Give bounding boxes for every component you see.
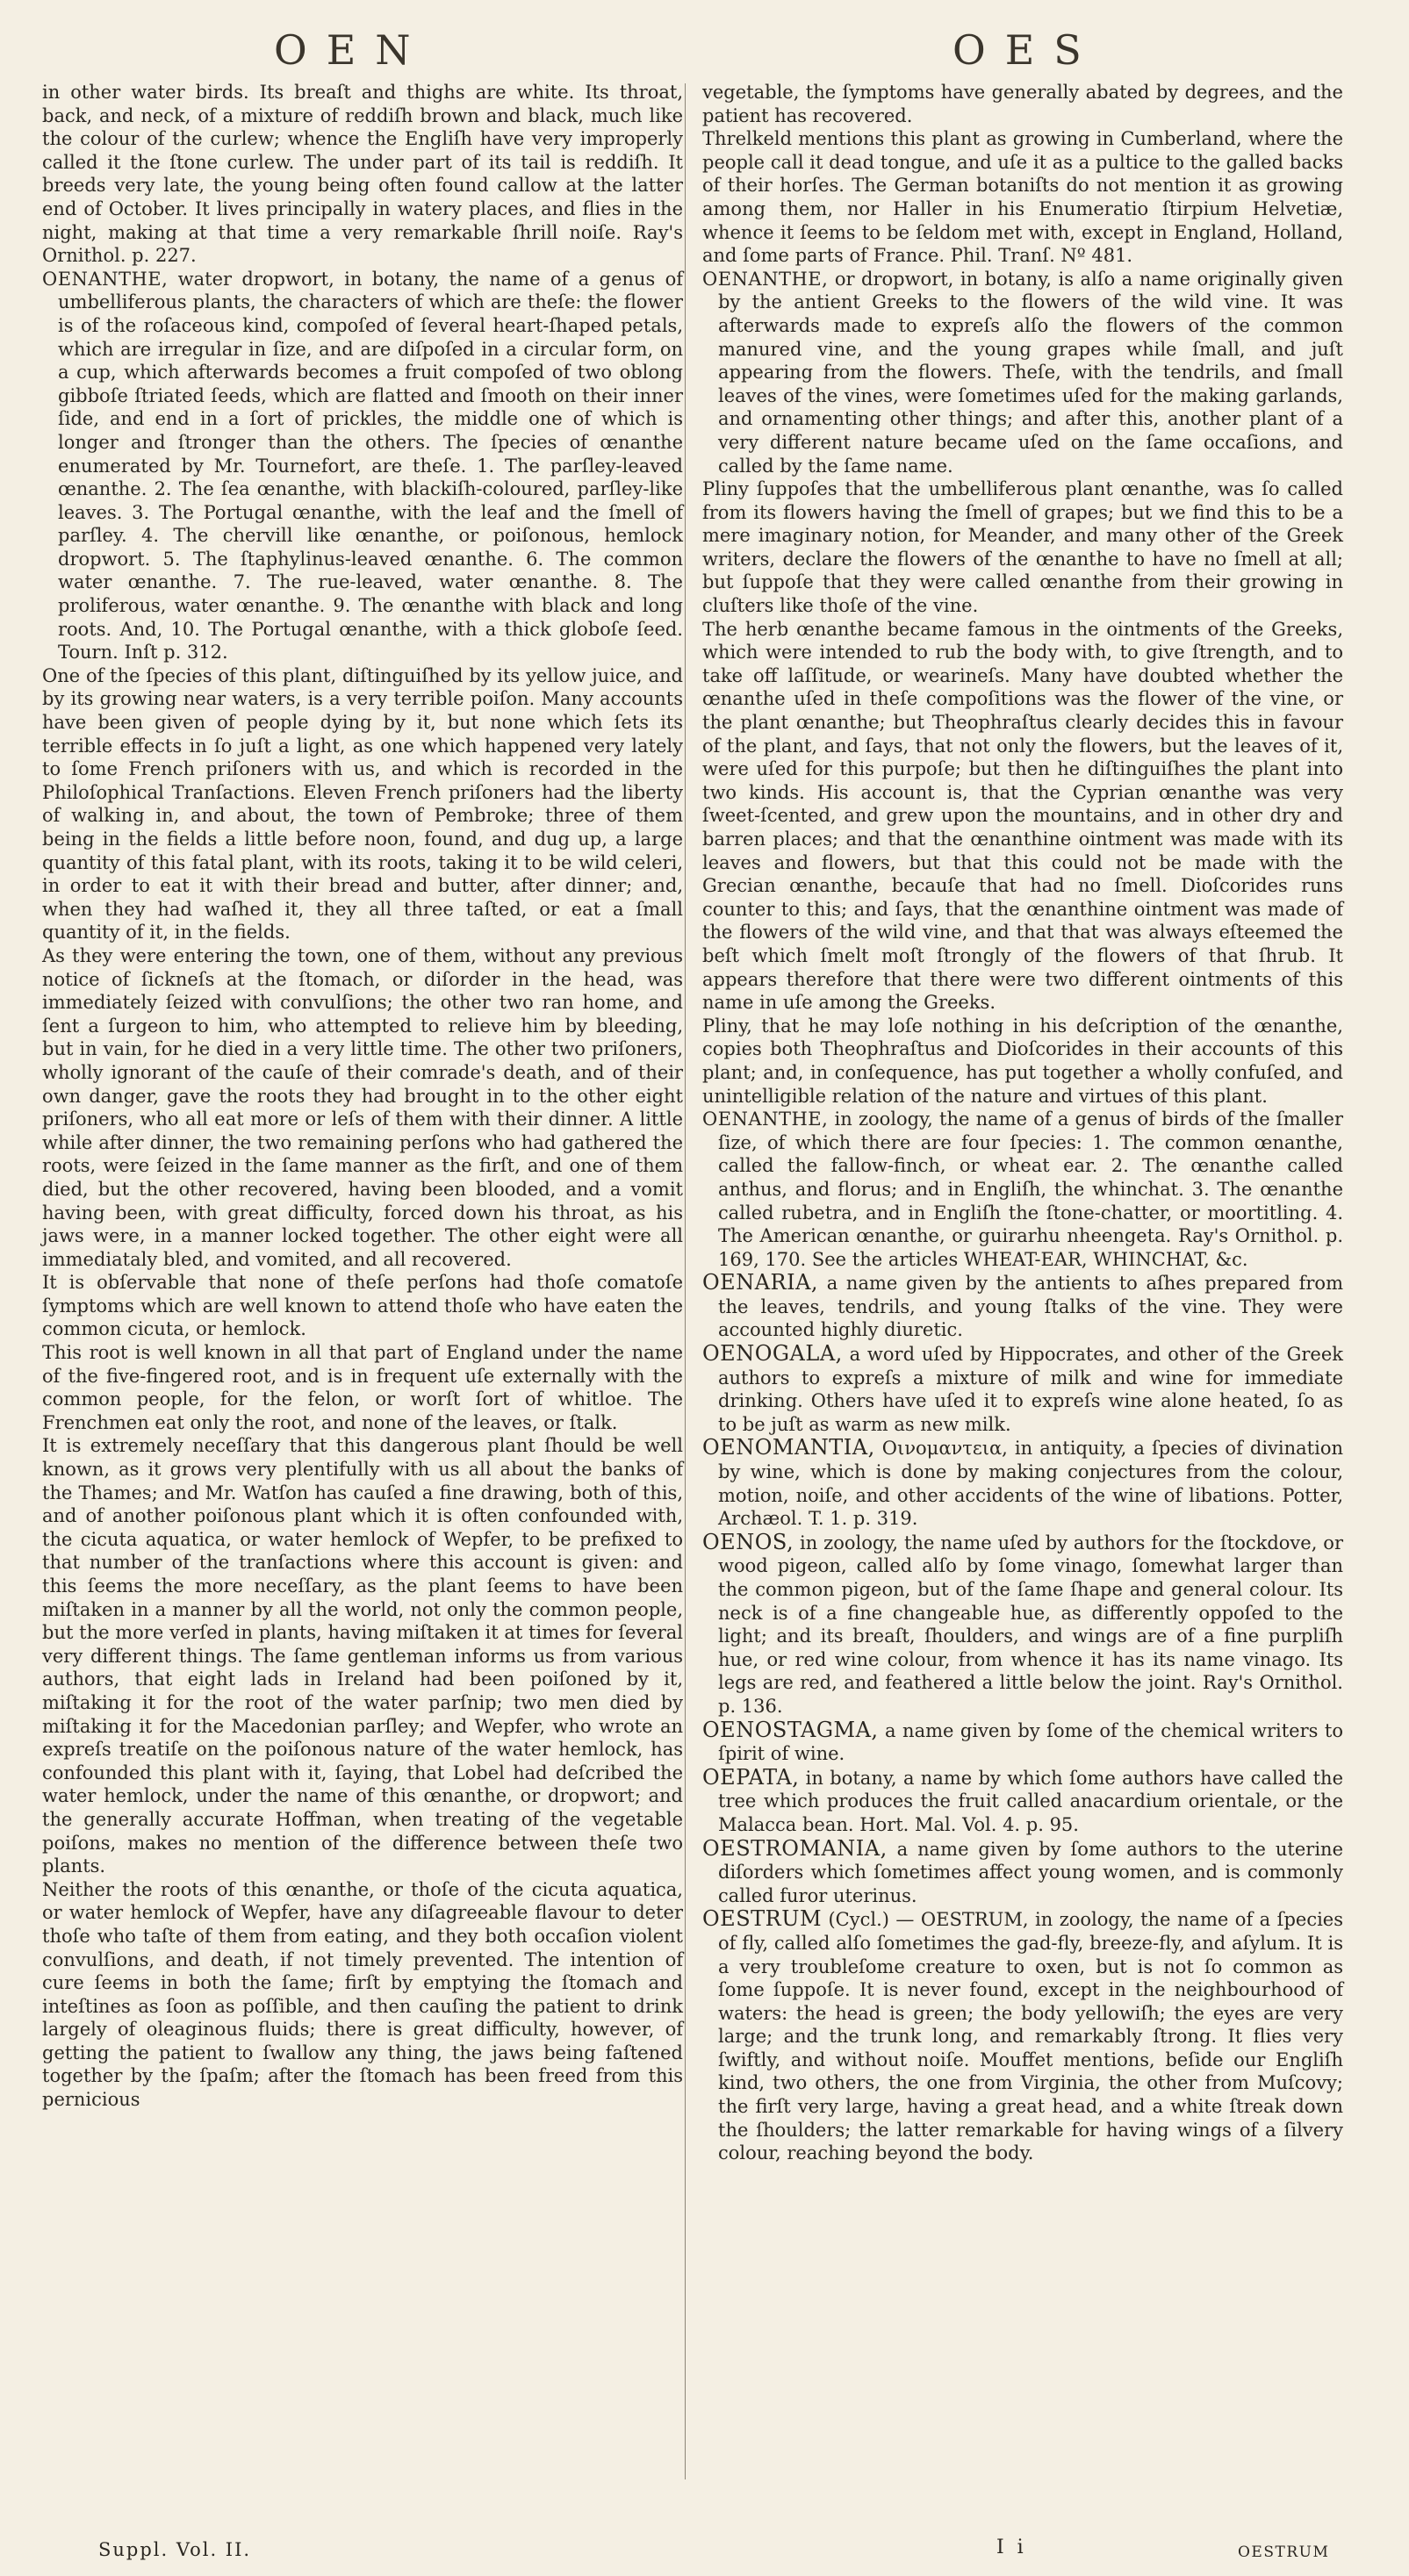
paragraph: Neither the roots of this œnanthe, or thoſe of the cicuta aquatica, or water hemlock of Wepfer, have any diſagreeable flavour to deter thoſe who taſte of them from eating, and they both occaſion violent convulſions, and death, if not timely prevented. The intention of cure ſeems in both the ſame; firſt by emptying the ſtomach and inteſtines as ſoon as poſſible, and then cauſing the patient to drink largely of oleaginous fluids; there is great difficulty, however, of getting the patient to ſwallow any thing, the jaws being faſtened together by the ſpaſm; after the ſtomach has been freed from this pernicious (42, 1878, 683, 2111)
entry-text: in zoology, the name of a genus of birds of the ſmaller ſize, of which there are four ſpecies: 1. The common œnanthe, called the fallow-finch, or wheat ear. 2. The œnanthe called anthus, and florus; and in Engliſh, the whinchat. 3. The œnanthe called rubetra, and in Engliſh the ſtone-chatter, or moortitling. 4. The American œnanthe, or guirarhu nheengeta. Ray's Ornithol. p. 169, 170. See the articles WHEAT-EAR, WHINCHAT, &c. (718, 1109, 1343, 1270)
paragraph: Pliny, that he may loſe nothing in his deſcription of the œnanthe, copies both Theophraſtus and Dioſcorides in their accounts of this plant; and, in conſequence, has put together a wholly confuſed, and unintelligible relation of the nature and virtues of this plant. (702, 1015, 1343, 1107)
paragraph: Threlkeld mentions this plant as growing in Cumberland, where the people call it dead tongue, and uſe it as a pultice to the galled backs of their horſes. The German botaniſts do not mention it as growing among them, nor Haller in his Enumeratio ſtirpium Helvetiæ, whence it ſeems to be ſeldom met with, except in England, Holland, and ſome parts of France. Phil. Tranſ. Nº 481. (702, 128, 1343, 267)
right-column (702, 81, 1343, 2165)
entry-headword: OENOGALA, (702, 1341, 843, 1367)
dictionary-entry (702, 1108, 1343, 1271)
dictionary-entry (702, 1837, 1343, 1908)
entry-text: Οινομαντεια, in antiquity, a ſpecies of divination by wine, which is done by making conjectures from the colour, motion, noiſe, and other accidents of the wine of libations. Potter, Archæol. T. 1. p. 319. (718, 1438, 1343, 1530)
paragraph: It is extremely neceſſary that this dangerous plant ſhould be well known, as it grows very plentifully with us all about the banks of the Thames; and Mr. Watſon has cauſed a fine drawing, both of this, and of another poiſonous plant which it is often confounded with, the cicuta aquatica, or water hemlock of Wepfer, to be prefixed to that number of the tranſactions where this account is given: and this ſeems the more neceſſary, as the plant ſeems to have been miſtaken in a manner by all the world, not only the common people, but the more verſed in plants, having miſtaken it at times for ſeveral very different things. The ſame gentleman informs us from various authors, that eight lads in Ireland had been poiſoned by it, miſtaking it for the root of the water parſnip; two men died by miſtaking it for the Macedonian parſley; and Wepfer, who wrote an expreſs treatiſe on the poiſonous nature of the water hemlock, has confounded this plant with it, ſaying, that Lobel had deſcribed the water hemlock, under the name of this œnanthe, or dropwort; and the generally accurate Hoffman, when treating of the vegetable poiſons, makes no mention of the difference between theſe two plants. (42, 1435, 683, 1877)
signature-mark: I i (996, 2537, 1027, 2558)
entry-headword: OENOMANTIA, (702, 1435, 875, 1460)
paragraph: One of the ſpecies of this plant, diſtinguiſhed by its yellow juice, and by its growing near waters, is a very terrible poiſon. Many accounts have been given of people dying by it, but none which ſets its terrible effects in ſo juſt a light, as one which happened very lately to ſome French priſoners with us, and which is recorded in the Philoſophical Tranſactions. Eleven French priſoners had the liberty of walking in, and about, the town of Pembroke; three of them being in the fields a little before noon, found, and dug up, a large quantity of this fatal plant, with its roots, taking it to be wild celeri, in order to eat it with their bread and butter, after dinner; and, when they had waſhed it, they all three taſted, or eat a ſmall quantity of it, in the fields. (42, 664, 683, 944)
entry-text: a word uſed by Hippocrates, and other of the Greek authors to expreſs a mixture of milk and wine for immediate drinking. Others have uſed it to expreſs wine alone heated, ſo as to be juſt as warm as new milk. (718, 1344, 1343, 1435)
entry-headword: OESTRUM (702, 1906, 823, 1932)
paragraph: in other water birds. Its breaſt and thighs are white. Its throat, back, and neck, of a mixture of reddiſh brown and black, much like the colour of the curlew; whence the Engliſh have very improperly called it the ſtone curlew. The under part of its tail is reddiſh. It breeds very late, the young being often found callow at the latter end of October. It lives principally in watery places, and flies in the night, making at that time a very remarkable ſhrill noiſe. Ray's Ornithol. p. 227. (42, 82, 683, 267)
entry-headword: OENOS, (702, 1529, 794, 1554)
entry-text: a name given by ſome authors to the uterine diſorders which ſometimes affect young women, and is commonly called furor uterinus. (718, 1838, 1343, 1906)
entry-headword: OENARIA, (702, 1270, 819, 1295)
catchword: OESTRUM (1238, 2544, 1330, 2561)
entry-headword: OESTROMANIA, (702, 1835, 888, 1861)
entry-text: or dropwort, in botany, is alſo a name originally given by the antient Greeks to the flowers of the wild vine. It was afterwards made to expreſs alſo the flowers of the common manured vine, and the young grapes while ſmall, and juſt appearing from the flowers. Theſe, with the tendrils, and ſmall leaves of the vines, were ſometimes uſed for the making garlands, and ornamenting other things; and after this, another plant of a very different nature became uſed on the ſame occaſions, and called by the ſame name. (718, 268, 1343, 477)
paragraph: The herb œnanthe became famous in the ointments of the Greeks, which were intended to rub the body with, to give ſtrength, and to take off laſſitude, or wearineſs. Many have doubted whether the œnanthe uſed in theſe compoſitions was the flower of the vine, or the plant œnanthe; but Theophraſtus clearly decides this in favour of the plant, and ſays, that not only the flowers, but the leaves of it, were uſed for this purpoſe; but then he diſtinguiſhes the plant into two kinds. His account is, that the Cyprian œnanthe was very ſweet-ſcented, and grew upon the mountains, and in other dry and barren places; and that the œnanthine ointment was made with its leaves and flowers, but that this could not be made with the Grecian œnanthe, becauſe that had no ſmell. Dioſcorides runs counter to this; and ſays, that the œnanthine ointment was made of the flowers of the wild vine, and that that was always eſteemed the beſt which ſmelt moſt ſtrongly of the flowers of that ſhrub. It appears therefore that there were two different ointments of this name in uſe among the Greeks. (702, 618, 1343, 1014)
column-divider (685, 83, 686, 2479)
entry-text: in zoology, the name uſed by authors for the ſtockdove, or wood pigeon, called alſo by ſome vinago, ſomewhat larger than the common pigeon, but of the ſame ſhape and general colour. Its neck is of a fine changeable hue, as differently oppoſed to the light; and its breaſt, ſhoulders, and wings are of a fine purpliſh hue, or red wine colour, from whence it has its name vinago. Its legs are red, and feathered a little below the joint. Ray's Ornithol. p. 136. (718, 1532, 1343, 1717)
entry-headword: OENOSTAGMA, (702, 1717, 879, 1742)
dictionary-entry (702, 1271, 1343, 1342)
entry-text: in botany, a name by which ſome authors have called the tree which produces the fruit called anacardium orientale, or the Malacca bean. Hort. Mal. Vol. 4. p. 95. (718, 1767, 1343, 1835)
entry-headword: OENANTHE, (702, 1109, 829, 1130)
dictionary-entry (42, 268, 683, 664)
entry-headword: OENANTHE, (42, 268, 169, 290)
entry-text: a name given by ſome of the chemical writers to ſpirit of wine. (718, 1719, 1343, 1765)
dictionary-entry (702, 1766, 1343, 1837)
paragraph: It is obſervable that none of theſe perſons had thoſe comatoſe ſymptoms which are well known to attend thoſe who have eaten the common cicuta, or hemlock. (42, 1272, 683, 1340)
paragraph: Pliny ſuppoſes that the umbelliferous plant œnanthe, was ſo called from its flowers having the ſmell of grapes; but we find this to be a mere imaginary notion, for Meander, and many other of the Greek writers, declare the flowers of the œnanthe to have no ſmell at all; but ſuppoſe that they were called œnanthe from their growing in cluſters like thoſe of the vine. (702, 478, 1343, 617)
paragraph: vegetable, the ſymptoms have generally abated by degrees, and the patient has recovered. (702, 82, 1343, 126)
running-head-right: OES (953, 26, 1101, 74)
left-column (42, 81, 683, 2112)
entry-headword: OEPATA, (702, 1764, 800, 1790)
dictionary-entry (702, 1907, 1343, 2165)
paragraph: As they were entering the town, one of them, without any previous notice of ſickneſs at the ſtomach, or diſorder in the head, was immediately ſeized with convulſions; the other two ran home, and ſent a ſurgeon to him, who attempted to relieve him by bleeding, but in vain, for he died in a very little time. The other two priſoners, wholly ignorant of the cauſe of their comrade's death, and of their own danger, gave the roots they had brought in to the other eight priſoners, who all eat more or leſs of them with their dinner. A little while after dinner, the two remaining perſons who had gathered the roots, were ſeized in the ſame manner as the firſt, and one of them died, but the other recovered, having been blooded, and a vomit having been, with great difficulty, forced down his throat, as his jaws were, in a manner locked together. The other eight were all immediataly bled, and vomited, and all recovered. (42, 944, 683, 1270)
dictionary-entry (702, 1719, 1343, 1766)
entry-text: (Cycl.) — OESTRUM, in zoology, the name of a ſpecies of fly, called alſo ſometimes the gad-fly, breeze-fly, and aſylum. It is a very troubleſome creature to oxen, but is not ſo common as ſome ſuppoſe. It is never found, except in the neighbourhood of waters: the head is green; the body yellowiſh; the eyes are very large; and the trunk long, and remarkably ſtrong. It flies very ſwiftly, and without noiſe. Mouffet mentions, beſide our Engliſh kind, two others, the one from Virginia, the other from Muſcovy; the firſt very large, having a great head, and a white ſtreak down the ſhoulders; the latter remarkable for having wings of a ſilvery colour, reaching beyond the body. (718, 1909, 1343, 2164)
paragraph: This root is well known in all that part of England under the name of the five-fingered root, and is in frequent uſe externally with the common people, for the felon, or worſt ſort of whitloe. The Frenchmen eat only the root, and none of the leaves, or ſtalk. (42, 1342, 683, 1433)
entry-headword: OENANTHE, (702, 268, 829, 290)
entry-text: a name given by the antients to aſhes prepared from the leaves, tendrils, and young ſtalks of the vine. They were accounted highly diuretic. (718, 1273, 1343, 1341)
dictionary-entry (702, 268, 1343, 477)
entry-text: water dropwort, in botany, the name of a genus of umbelliferous plants, the characters of which are theſe: the flower is of the roſaceous kind, compoſed of ſeveral heart-ſhaped petals, which are irregular in ſize, and are diſpoſed in a circular form, on a cup, which afterwards becomes a fruit compoſed of two oblong gibboſe ſtriated ſeeds, which are flatted and ſmooth on their inner ſide, and end in a ſort of prickles, the middle one of which is longer and ſtronger than the others. The ſpecies of œnanthe enumerated by Mr. Tournefort, are theſe. 1. The parſley-leaved œnanthe. 2. The ſea œnanthe, with blackiſh-coloured, parſley-like leaves. 3. The Portugal œnanthe, with the leaf and the ſmell of parſley. 4. The chervill like œnanthe, or poiſonous, hemlock dropwort. 5. The ſtaphylinus-leaved œnanthe. 6. The common water œnanthe. 7. The rue-leaved, water œnanthe. 8. The proliferous, water œnanthe. 9. The œnanthe with black and long roots. And, 10. The Portugal œnanthe, with a thick globoſe ſeed. Tourn. Inſt p. 312. (58, 268, 683, 664)
running-head-left: OEN (274, 26, 430, 74)
dictionary-entry (702, 1436, 1343, 1530)
dictionary-entry (702, 1531, 1343, 1719)
dictionary-entry (702, 1342, 1343, 1436)
volume-footer: Suppl. Vol. II. (98, 2539, 252, 2560)
